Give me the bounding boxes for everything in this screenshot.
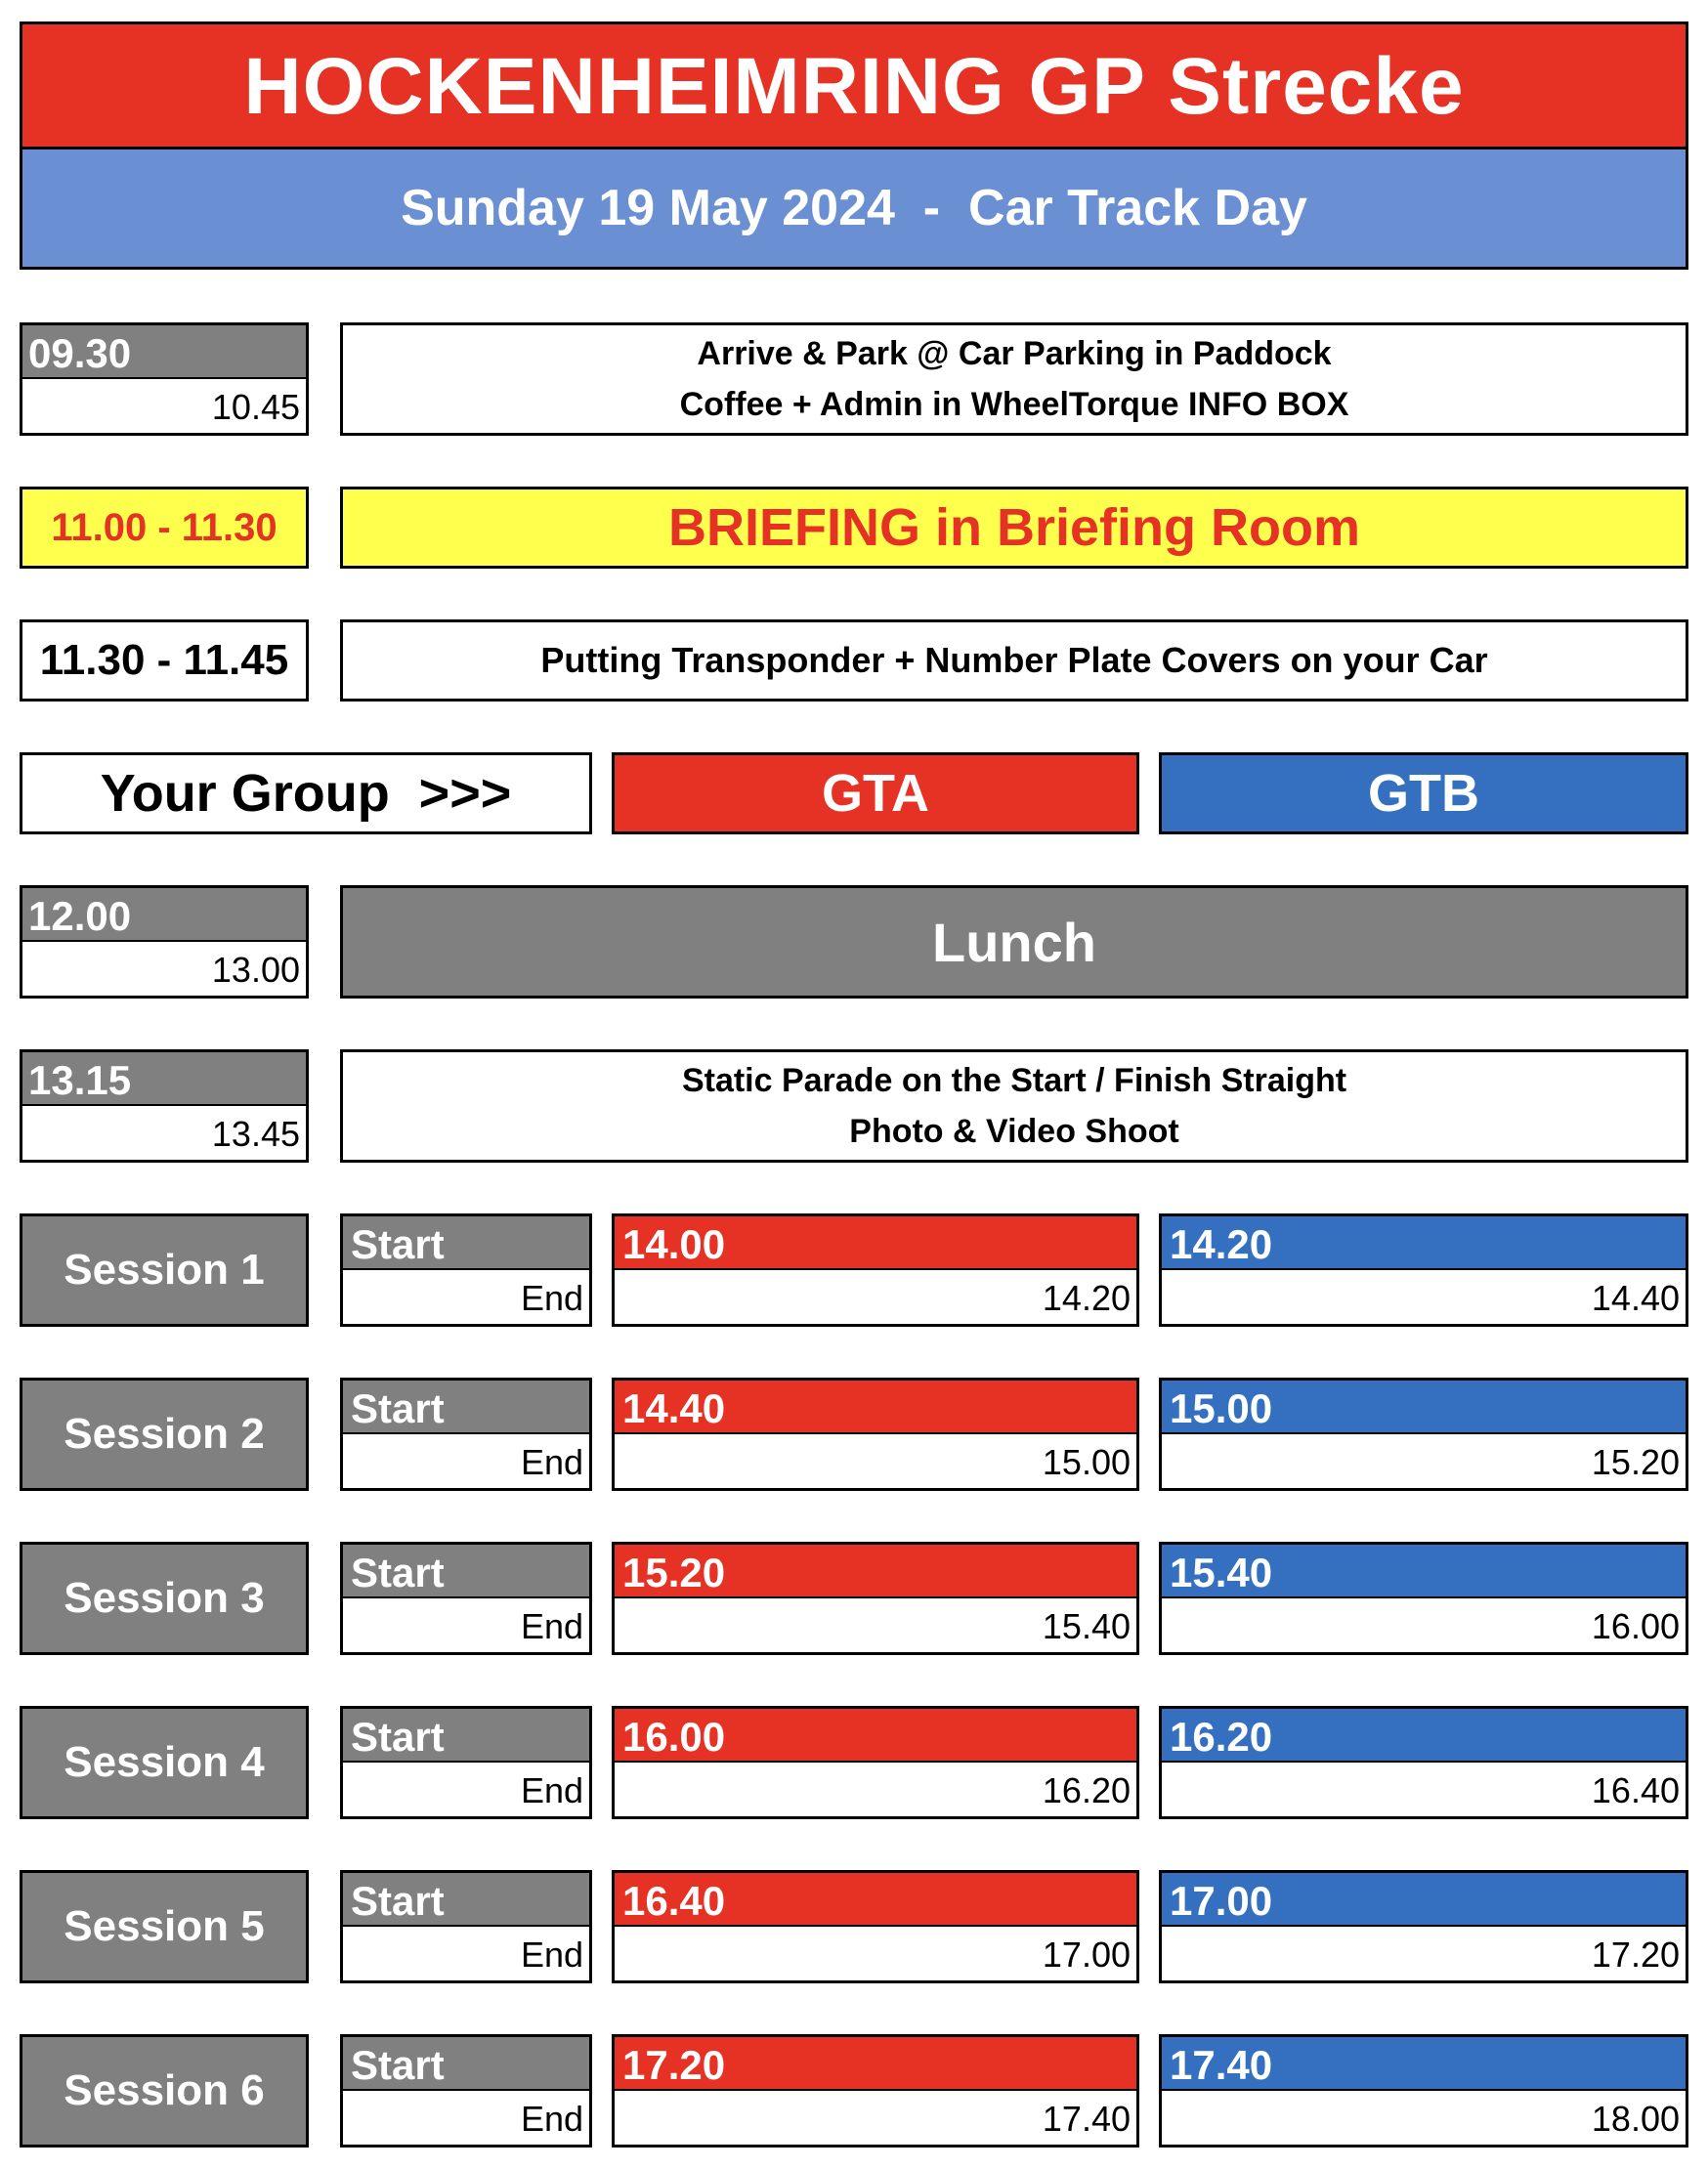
gtb-start-time: 15.00 <box>1162 1381 1686 1434</box>
arrival-line-1: Arrive & Park @ Car Parking in Paddock <box>697 335 1332 372</box>
gtb-end-time: 16.40 <box>1162 1761 1686 1816</box>
gtb-start-time: 17.40 <box>1162 2037 1686 2091</box>
gtb-session-times <box>1159 2034 1688 2148</box>
group-gta-header: GTA <box>612 752 1139 834</box>
gtb-end-time: 17.20 <box>1162 1925 1686 1980</box>
event-subtitle: Sunday 19 May 2024 - Car Track Day <box>20 147 1688 270</box>
start-end-legend <box>340 2034 592 2148</box>
lunch-end-time: 13.00 <box>22 940 306 996</box>
gtb-start-time: 17.00 <box>1162 1873 1686 1927</box>
start-end-legend <box>340 1542 592 1655</box>
start-label: Start <box>343 1709 589 1763</box>
group-gtb-header: GTB <box>1159 752 1688 834</box>
briefing-text: BRIEFING in Briefing Room <box>340 487 1688 569</box>
gta-end-time: 17.00 <box>615 1925 1136 1980</box>
end-label: End <box>343 2089 589 2145</box>
start-end-legend <box>340 1706 592 1819</box>
end-label: End <box>343 1761 589 1816</box>
gta-end-time: 17.40 <box>615 2089 1136 2145</box>
start-label: Start <box>343 1216 589 1270</box>
session-label: Session 2 <box>20 1378 309 1491</box>
your-group-label: Your Group >>> <box>20 752 592 834</box>
gtb-session-times <box>1159 1213 1688 1327</box>
gtb-session-times <box>1159 1378 1688 1491</box>
gtb-start-time: 16.20 <box>1162 1709 1686 1763</box>
transponder-time: 11.30 - 11.45 <box>20 619 309 702</box>
end-label: End <box>343 1268 589 1324</box>
gta-session-times <box>612 2034 1139 2148</box>
gta-session-times <box>612 1870 1139 1983</box>
arrival-start-time: 09.30 <box>22 325 306 379</box>
end-label: End <box>343 1432 589 1488</box>
session-label: Session 6 <box>20 2034 309 2148</box>
start-label: Start <box>343 1381 589 1434</box>
gta-end-time: 15.00 <box>615 1432 1136 1488</box>
gta-start-time: 16.40 <box>615 1873 1136 1927</box>
gta-start-time: 16.00 <box>615 1709 1136 1763</box>
lunch-time <box>20 885 309 999</box>
gtb-start-time: 15.40 <box>1162 1545 1686 1598</box>
arrival-line-2: Coffee + Admin in WheelTorque INFO BOX <box>679 386 1349 423</box>
briefing-time: 11.00 - 11.30 <box>20 487 309 569</box>
start-label: Start <box>343 2037 589 2091</box>
end-label: End <box>343 1925 589 1980</box>
transponder-text: Putting Transponder + Number Plate Covers on your Car <box>340 619 1688 702</box>
lunch-text: Lunch <box>340 885 1688 999</box>
gtb-end-time: 14.40 <box>1162 1268 1686 1324</box>
page-title: HOCKENHEIMRING GP Strecke <box>20 21 1688 149</box>
arrival-end-time: 10.45 <box>22 377 306 433</box>
parade-end-time: 13.45 <box>22 1104 306 1160</box>
start-label: Start <box>343 1545 589 1598</box>
session-label: Session 3 <box>20 1542 309 1655</box>
gta-session-times <box>612 1378 1139 1491</box>
arrival-time <box>20 322 309 436</box>
end-label: End <box>343 1596 589 1652</box>
start-end-legend <box>340 1213 592 1327</box>
gta-start-time: 14.40 <box>615 1381 1136 1434</box>
gta-session-times <box>612 1213 1139 1327</box>
session-label: Session 1 <box>20 1213 309 1327</box>
gtb-end-time: 16.00 <box>1162 1596 1686 1652</box>
gtb-end-time: 18.00 <box>1162 2089 1686 2145</box>
gtb-end-time: 15.20 <box>1162 1432 1686 1488</box>
arrival-description <box>340 322 1688 436</box>
gta-session-times <box>612 1542 1139 1655</box>
start-end-legend <box>340 1870 592 1983</box>
gta-session-times <box>612 1706 1139 1819</box>
gta-start-time: 15.20 <box>615 1545 1136 1598</box>
gta-end-time: 15.40 <box>615 1596 1136 1652</box>
lunch-start-time: 12.00 <box>22 888 306 942</box>
parade-start-time: 13.15 <box>22 1052 306 1106</box>
gta-end-time: 16.20 <box>615 1761 1136 1816</box>
gtb-session-times <box>1159 1706 1688 1819</box>
gta-end-time: 14.20 <box>615 1268 1136 1324</box>
session-label: Session 4 <box>20 1706 309 1819</box>
parade-line-2: Photo & Video Shoot <box>849 1113 1179 1150</box>
parade-description <box>340 1049 1688 1163</box>
gtb-start-time: 14.20 <box>1162 1216 1686 1270</box>
gtb-session-times <box>1159 1542 1688 1655</box>
parade-time <box>20 1049 309 1163</box>
gtb-session-times <box>1159 1870 1688 1983</box>
parade-line-1: Static Parade on the Start / Finish Straight <box>681 1062 1347 1099</box>
gta-start-time: 14.00 <box>615 1216 1136 1270</box>
start-end-legend <box>340 1378 592 1491</box>
session-label: Session 5 <box>20 1870 309 1983</box>
gta-start-time: 17.20 <box>615 2037 1136 2091</box>
start-label: Start <box>343 1873 589 1927</box>
